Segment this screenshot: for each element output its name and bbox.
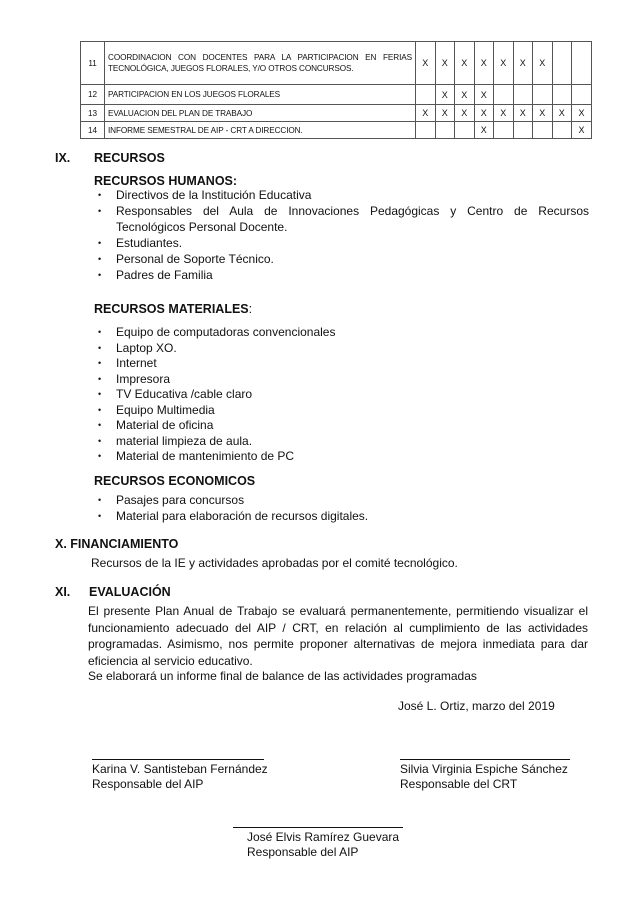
schedule-mark: X [455, 105, 475, 122]
row-number: 12 [81, 85, 105, 105]
section-title-evaluacion: EVALUACIÓN [89, 585, 171, 599]
schedule-mark [494, 122, 514, 139]
schedule-mark: X [513, 105, 533, 122]
bullet-icon: • [98, 206, 102, 216]
schedule-mark: X [435, 42, 455, 85]
schedule-mark: X [455, 85, 475, 105]
signature-line [92, 759, 264, 760]
table-row [81, 42, 592, 85]
signature-line [400, 759, 570, 760]
schedule-mark [416, 85, 436, 105]
list-item: • Personal de Soporte Técnico. [98, 252, 274, 266]
list-item: • Material de mantenimiento de PC [98, 449, 295, 463]
list-item: • Impresora [98, 371, 171, 386]
bullet-icon: • [98, 495, 102, 505]
schedule-mark [552, 42, 572, 85]
bullet-icon: • [98, 511, 102, 521]
bullet-icon: • [98, 420, 102, 430]
schedule-mark [416, 122, 436, 139]
activity-description: PARTICIPACION EN LOS JUEGOS FLORALES [105, 85, 416, 105]
table-row [81, 122, 592, 139]
table-row [81, 105, 592, 122]
bullet-icon: • [98, 389, 102, 399]
list-item: • Material de oficina [98, 418, 214, 432]
signature-role: Responsable del AIP [92, 777, 204, 791]
section-number-ix: IX. [55, 151, 71, 165]
schedule-mark: X [494, 42, 514, 85]
row-number: 13 [81, 105, 105, 122]
activities-table [80, 41, 592, 139]
schedule-mark: X [533, 42, 553, 85]
bullet-icon: • [98, 238, 102, 248]
schedule-mark: X [572, 122, 592, 139]
schedule-mark: X [552, 105, 572, 122]
bullet-icon: • [98, 327, 102, 337]
schedule-mark [533, 85, 553, 105]
schedule-mark: X [455, 42, 475, 85]
list-item: • Estudiantes. [98, 236, 183, 250]
recursos-humanos-list [94, 187, 589, 283]
list-item: • Internet [98, 356, 157, 370]
schedule-mark: X [435, 105, 455, 122]
signature-block [247, 830, 399, 860]
recursos-materiales-title: RECURSOS MATERIALES: [94, 302, 253, 316]
recursos-humanos-title: RECURSOS HUMANOS: [94, 174, 238, 188]
list-item: • Pasajes para concursos [98, 493, 245, 507]
bullet-icon: • [98, 435, 102, 446]
schedule-mark: X [474, 42, 494, 85]
activity-description: INFORME SEMESTRAL DE AIP - CRT A DIRECCION. [105, 122, 416, 139]
activity-description: EVALUACION DEL PLAN DE TRABAJO [105, 105, 416, 122]
schedule-mark [572, 85, 592, 105]
section-number-xi: XI. [55, 585, 71, 599]
schedule-mark [513, 122, 533, 139]
schedule-mark [572, 42, 592, 85]
bullet-icon: • [98, 451, 102, 461]
schedule-mark: X [572, 105, 592, 122]
bullet-icon: • [98, 342, 102, 353]
bullet-icon: • [98, 254, 102, 264]
schedule-mark: X [533, 105, 553, 122]
schedule-mark: X [416, 105, 436, 122]
section-title-recursos: RECURSOS [94, 151, 165, 165]
recursos-economicos-title: RECURSOS ECONOMICOS [94, 474, 256, 488]
list-item: • Equipo de computadoras convencionales [98, 325, 336, 339]
schedule-mark [552, 122, 572, 139]
recursos-materiales-list [94, 325, 589, 465]
signature-name: José Elvis Ramírez Guevara [247, 830, 400, 844]
signature-block [400, 762, 568, 792]
list-item: • Laptop XO. [98, 340, 177, 355]
schedule-mark: X [474, 105, 494, 122]
row-number: 14 [81, 122, 105, 139]
schedule-mark: X [494, 105, 514, 122]
schedule-mark [513, 85, 533, 105]
schedule-mark [533, 122, 553, 139]
signature-role: Responsable del AIP [247, 845, 359, 859]
list-item: • Equipo Multimedia [98, 402, 215, 417]
bullet-icon: • [98, 270, 102, 280]
signature-line [233, 827, 403, 828]
list-item: • material limpieza de aula. [98, 433, 253, 448]
schedule-mark [494, 85, 514, 105]
evaluacion-paragraph: El presente Plan Anual de Trabajo se evaluará permanentemente, permitiendo visualizar el funcionamiento adecuado del AIP / CRT, en relación al cumplimiento de las actividades programadas. Asimismo, nos permite proponer alternativas de mejora inmediata para dar eficiencia al servicio educativo. [88, 604, 588, 668]
recursos-economicos-list [94, 492, 589, 524]
evaluacion-closing: Se elaborará un informe final de balance de las actividades programadas [88, 669, 477, 683]
schedule-mark: X [474, 85, 494, 105]
list-item: • Directivos de la Institución Educativa [98, 188, 312, 202]
bullet-icon: • [98, 190, 102, 200]
financiamiento-text: Recursos de la IE y actividades aprobadas por el comité tecnológico. [91, 556, 458, 570]
bullet-icon: • [98, 358, 102, 368]
schedule-mark: X [435, 85, 455, 105]
signature-name: Silvia Virginia Espiche Sánchez [400, 762, 568, 776]
place-date: José L. Ortiz, marzo del 2019 [398, 699, 555, 713]
schedule-mark: X [513, 42, 533, 85]
table-row [81, 85, 592, 105]
schedule-mark [435, 122, 455, 139]
signature-role: Responsable del CRT [400, 777, 518, 791]
list-item: • Material para elaboración de recursos digitales. [98, 509, 369, 523]
schedule-mark [552, 85, 572, 105]
bullet-icon: • [98, 373, 102, 384]
signature-block [92, 762, 268, 792]
list-item: • Padres de Familia [98, 268, 213, 282]
section-title-financiamiento: X. FINANCIAMIENTO [55, 537, 179, 551]
schedule-mark: X [416, 42, 436, 85]
schedule-mark [455, 122, 475, 139]
schedule-mark: X [474, 122, 494, 139]
row-number: 11 [81, 42, 105, 85]
list-item: • Responsables del Aula de Innovaciones Pedagógicas y Centro de Recursos Tecnológicos Personal Docente. [98, 204, 589, 234]
bullet-icon: • [98, 404, 102, 415]
activity-description: COORDINACION CON DOCENTES PARA LA PARTICIPACION EN FERIAS TECNOLÓGICA, JUEGOS FLORALES, Y/O OTROS CONCURSOS. [105, 42, 416, 85]
list-item: • TV Educativa /cable claro [98, 387, 253, 401]
signature-name: Karina V. Santisteban Fernández [92, 762, 268, 776]
